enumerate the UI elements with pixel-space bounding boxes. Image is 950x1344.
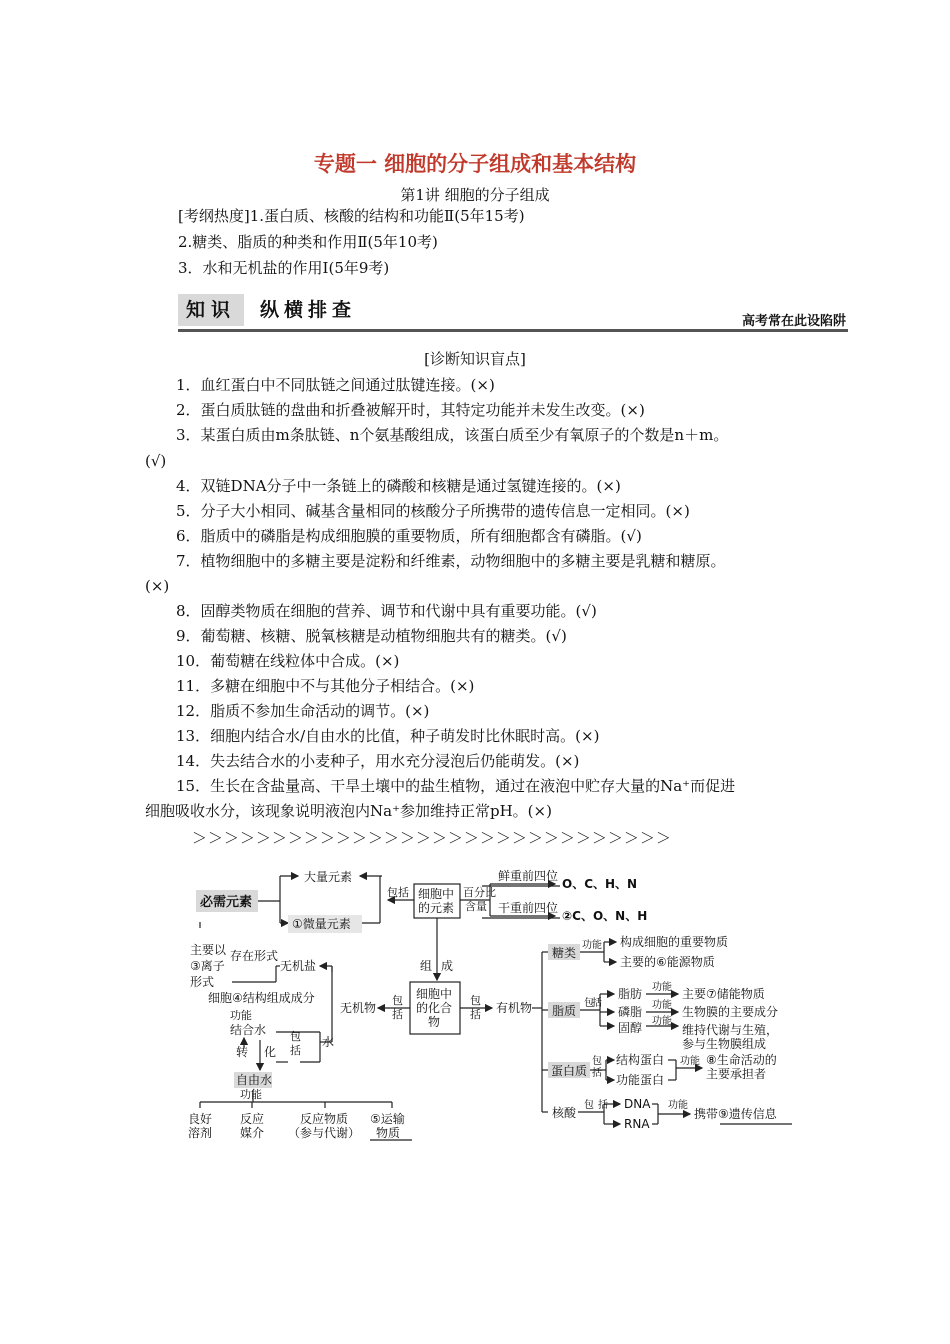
struct-protein: 结构蛋白 (616, 1053, 665, 1067)
fat: 脂肪 (618, 987, 643, 1001)
quiz-item: 2．蛋白质肽链的盘曲和折叠被解开时，其特定功能并未发生改变。(×) (176, 401, 645, 419)
protein-func-label: 功能 (680, 1056, 700, 1067)
phospholipid-func: 生物膜的主要成分 (682, 1005, 779, 1019)
free-water: 自由水 (236, 1073, 273, 1087)
lipid-inc-1: 包 (584, 998, 594, 1009)
salt-main: 主要以 (190, 943, 227, 957)
banner-note: 高考常在此设陷阱 (741, 314, 846, 329)
sterol: 固醇 (618, 1021, 643, 1035)
salt-func: 细胞④结构组成成分 (208, 991, 315, 1005)
protein-inc-1: 包 (592, 1056, 602, 1067)
free-func: 功能 (240, 1088, 262, 1101)
rna: RNA (624, 1117, 650, 1131)
bound-water: 结合水 (230, 1023, 267, 1037)
essential-elements: 必需元素 (200, 895, 253, 910)
phospholipid-func-label: 功能 (652, 1000, 672, 1011)
banner-box: 知识 (178, 294, 244, 326)
syllabus-line-3: 3．水和无机盐的作用Ⅰ(5年9考) (178, 259, 390, 277)
quiz-item: 15．生长在含盐量高、干旱土壤中的盐生植物，通过在液泡中贮存大量的Na⁺而促进 (176, 777, 736, 795)
compound-2: 的化合 (416, 1001, 453, 1015)
sugar-f1: 构成细胞的重要物质 (620, 935, 729, 949)
compound-1: 细胞中 (416, 987, 453, 1001)
quiz-item: 4．双链DNA分子中一条链上的磷酸和核糖是通过氢键连接的。(×) (176, 477, 621, 495)
protein: 蛋白质 (551, 1064, 588, 1078)
include-label: 包括 (387, 886, 409, 899)
fresh-value: O、C、H、N (562, 877, 638, 891)
protein-func-2: 主要承担者 (706, 1067, 767, 1081)
func-1a: 良好 (188, 1112, 213, 1126)
salt-shape: 形式 (190, 975, 215, 989)
quiz-item: 3．某蛋白质由m条肽链、n个氨基酸组成，该蛋白质至少有氧原子的个数是n＋m。 (176, 426, 729, 444)
nucleic: 核酸 (552, 1106, 577, 1120)
macro-elements: 大量元素 (304, 870, 353, 884)
func-3b: （参与代谢） (288, 1126, 361, 1140)
func-protein: 功能蛋白 (616, 1073, 665, 1087)
phospholipid: 磷脂 (618, 1005, 643, 1019)
water-inc-2: 括 (290, 1044, 301, 1057)
bound-func: 功能 (230, 1009, 252, 1022)
convert-1: 转 (236, 1045, 249, 1059)
quiz-item: 5．分子大小相同、碱基含量相同的核酸分子所携带的遗传信息一定相同。(×) (176, 502, 690, 520)
organic-inc-1: 包 (470, 994, 481, 1007)
inorganic: 无机物 (340, 1001, 377, 1015)
quiz-item-cont: 细胞吸收水分，该现象说明液泡内Na⁺参加维持正常pH。(×) (145, 802, 552, 820)
sterol-func-2: 参与生物膜组成 (682, 1037, 767, 1051)
quiz-item: 1．血红蛋白中不同肽链之间通过肽键连接。(×) (176, 376, 495, 394)
quiz-item: 13．细胞内结合水/自由水的比值，种子萌发时比休眠时高。(×) (176, 727, 600, 745)
quiz-item: 14．失去结合水的小麦种子，用水充分浸泡后仍能萌发。(×) (176, 752, 580, 770)
inorganic-inc-2: 括 (392, 1008, 403, 1021)
inorganic-salt: 无机盐 (280, 959, 317, 973)
sugar: 糖类 (552, 946, 577, 960)
dry-label: 干重前四位 (498, 901, 559, 915)
cell-elements-2: 的元素 (418, 901, 455, 915)
func-3a: 反应物质 (300, 1112, 349, 1126)
lipid-inc-2: 括 (592, 998, 602, 1009)
sterol-func-label: 功能 (652, 1016, 672, 1027)
nucleic-inc-2: 括 (598, 1100, 608, 1111)
func-4b: 物质 (376, 1126, 401, 1140)
quiz-item: 9．葡萄糖、核糖、脱氧核糖是动植物细胞共有的糖类。(√) (176, 627, 567, 645)
organic-inc-2: 括 (470, 1008, 481, 1021)
compose-2: 成 (441, 959, 454, 973)
dna: DNA (624, 1097, 651, 1111)
quiz-item: 11．多糖在细胞中不与其他分子相结合。(×) (176, 677, 475, 695)
convert-2: 化 (264, 1045, 277, 1059)
func-4a: ⑤运输 (370, 1112, 405, 1126)
fresh-label: 鲜重前四位 (498, 869, 559, 883)
sterol-func-1: 维持代谢与生殖， (682, 1023, 779, 1037)
compound-3: 物 (428, 1015, 441, 1029)
func-2a: 反应 (240, 1112, 265, 1126)
sugar-func: 功能 (582, 940, 602, 951)
syllabus-line-1: [考纲热度]1.蛋白质、核酸的结构和功能Ⅱ(5年15考) (178, 207, 525, 225)
micro-elements: ①微量元素 (292, 917, 351, 931)
nucleic-func: 携带⑨遗传信息 (694, 1107, 777, 1121)
lipid: 脂质 (552, 1004, 577, 1018)
quiz-item: 7．植物细胞中的多糖主要是淀粉和纤维素，动物细胞中的多糖主要是乳糖和糖原。 (176, 552, 726, 570)
water: 水 (322, 1035, 335, 1049)
quiz-item: 8．固醇类物质在细胞的营养、调节和代谢中具有重要功能。(√) (176, 602, 597, 620)
quiz-item-cont: (×) (145, 577, 170, 595)
inorganic-inc-1: 包 (392, 994, 403, 1007)
nucleic-inc-1: 包 (584, 1100, 594, 1111)
quiz-item-cont: (√) (145, 452, 167, 470)
quiz-item: 6．脂质中的磷脂是构成细胞膜的重要物质，所有细胞都含有磷脂。(√) (176, 527, 642, 545)
fat-func: 主要⑦储能物质 (682, 987, 765, 1001)
banner-rule (178, 329, 848, 332)
protein-func-1: ⑧生命活动的 (706, 1053, 777, 1067)
section-banner (178, 292, 848, 334)
func-1b: 溶剂 (188, 1126, 213, 1140)
nucleic-func-label: 功能 (668, 1100, 688, 1111)
water-inc-1: 包 (290, 1030, 301, 1043)
protein-inc-2: 括 (592, 1068, 602, 1079)
cell-elements-1: 细胞中 (418, 887, 455, 901)
concept-map (180, 862, 810, 1152)
percent-2: 含量 (465, 900, 487, 913)
dry-value: ②C、O、N、H (562, 909, 648, 923)
quiz-item: 10．葡萄糖在线粒体中合成。(×) (176, 652, 400, 670)
organic: 有机物 (496, 1001, 533, 1015)
syllabus-line-2: 2.糖类、脂质的种类和作用Ⅱ(5年10考) (178, 233, 438, 251)
percent-1: 百分比 (463, 886, 496, 899)
compose-1: 组 (420, 959, 433, 973)
page-title: 专题一 细胞的分子组成和基本结构 (313, 152, 637, 176)
func-2b: 媒介 (240, 1126, 265, 1140)
banner-title: 纵横排查 (260, 299, 357, 321)
salt-ion: ③离子 (190, 959, 225, 973)
lecture-subtitle: 第1讲 细胞的分子组成 (400, 186, 550, 204)
salt-form: 存在形式 (230, 949, 279, 963)
quiz-item: 12．脂质不参加生命活动的调节。(×) (176, 702, 430, 720)
sugar-f2: 主要的⑥能源物质 (620, 955, 715, 969)
fat-func-label: 功能 (652, 982, 672, 993)
section-label: [诊断知识盲点] (424, 350, 526, 368)
chevron-separator: ＞＞＞＞＞＞＞＞＞＞＞＞＞＞＞＞＞＞＞＞＞＞＞＞＞＞＞＞＞＞ (192, 829, 673, 847)
